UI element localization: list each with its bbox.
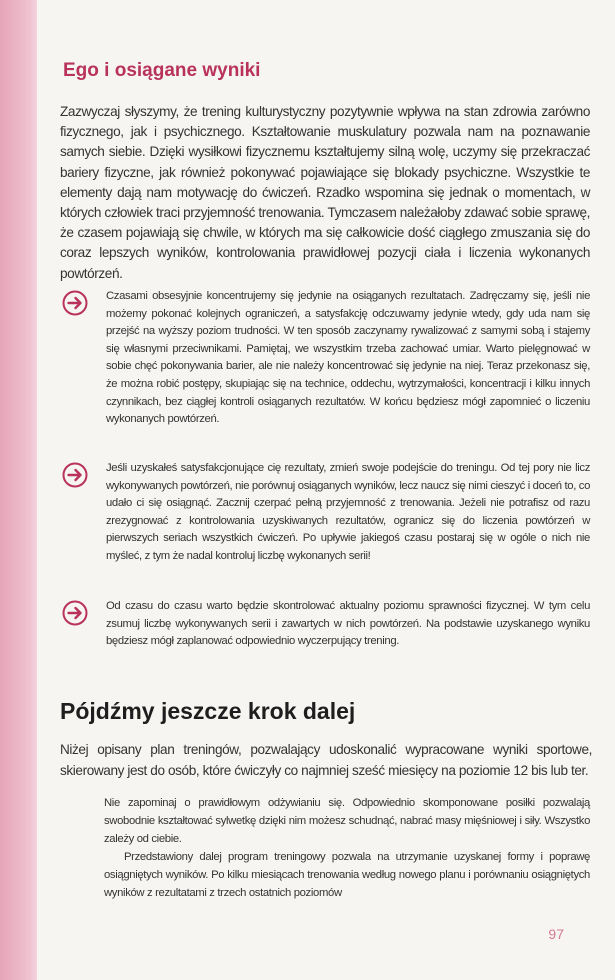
tip-text-1: Czasami obsesyjnie koncentrujemy się jedynie na osiąganych rezultatach. Zadręczamy się, jeśli nie możemy pokonać kolejnych ograniczeń, a satysfakcję odczuwamy jedynie wtedy, gdy uda nam się przejść na wyższy poziom trudności. W ten sposób zaczynamy rywalizować z samymi sobą i stajemy się własnymi przeciwnikami. Pamiętaj, we wszystkim trzeba zachować umiar. Warto pielęgnować w sobie chęć pokonywania barier, ale nie należy koncentrować się jedynie na niej. Teraz przekonasz się, że można robić postępy, skupiając się na technice, oddechu, wytrzymałości, koncentracji i kilku innych czynnikach, bez ciągłej kontroli osiąganych rezultatów. W końcu będziesz mógł zapomnieć o liczeniu wykonanych powtórzeń. (106, 290, 590, 426)
program-paragraph: Przedstawiony dalej program treningowy pozwala na utrzymanie uzyskanej formy i poprawę osiągniętych wyników. Po kilku miesiącach trenowania według nowego planu i porównaniu osiągniętych wyników z rezultatami z trzech ostatnich poziomów (104, 851, 590, 899)
tip-text-3: Od czasu do czasu warto będzie skontrolować aktualny poziomu sprawności fizycznej. W tym celu zsumuj liczbę wykonywanych serii i zawartych w nich powtórzeń. Na podstawie uzyskanego wyniku będziesz mógł zaplanować odpowiednio wyczerpujący trening. (106, 600, 590, 648)
tip-text-2: Jeśli uzyskałeś satysfakcjonujące cię rezultaty, zmień swoje podejście do treningu. Od tej pory nie licz wykonywanych powtórzeń, nie porównuj osiąganych wyników, lecz naucz się nimi cieszyć i doceń to, co udało ci się osiągnąć. Zacznij czerpać pełną przyjemność z trenowania. Jeżeli nie potrafisz od razu zrezygnować z kontrolowania uzyskiwanych rezultatów, ogranicz się do liczenia powtórzeń w pierwszych seriach wszystkich ćwiczeń. Po upływie jakiegoś czasu postaraj się w ogóle o nich nie myśleć, z tym że nadal kontroluj liczbę wykonanych serii! (106, 462, 591, 562)
nutrition-note (104, 794, 590, 902)
intro-paragraph: Zazwyczaj słyszymy, że trening kulturystyczny pozytywnie wpływa na stan zdrowia zarówno fizycznego, jak i psychicznego. Kształtowanie muskulatury pozwala nam na poznawanie samych siebie. Dzięki wysiłkowi fizycznemu kształtujemy silną wolę, uczymy się przekraczać bariery fizyczne, jak również pokonywać pojawiające się blokady psychiczne. Wszystkie te elementy dają nam motywację do ćwiczeń. Rzadko wspomina się jednak o momentach, w których człowiek traci przyjemność trenowania. Tymczasem należałoby zdawać sobie sprawę, że czasem pojawiają się chwile, w których ma się całkowicie dość ciągłego zmuszania się do coraz lepszych wyników, kontrolowania prawidłowej pozycji ciała i liczenia wykonanych powtórzeń. (60, 104, 590, 281)
arrow-circle-icon (62, 290, 88, 316)
page-number: 97 (548, 926, 564, 942)
arrow-circle-icon (62, 600, 88, 626)
section-heading-next-step: Pójdźmy jeszcze krok dalej (60, 698, 356, 724)
pink-margin-band (0, 0, 37, 980)
plan-intro-paragraph: Niżej opisany plan treningów, pozwalający udoskonalić wypracowane wyniki sportowe, skierowany jest do osób, które ćwiczyły co najmniej sześć miesięcy na poziomie 12 bis lub ter. (60, 742, 592, 778)
nutrition-paragraph: Nie zapominaj o prawidłowym odżywianiu się. Odpowiednio skomponowane posiłki pozwalają swobodnie kształtować sylwetkę dzięki nim możesz schudnąć, nabrać masy mięśniowej i siły. Wszystko zależy od ciebie. (104, 797, 590, 845)
book-page (60, 0, 592, 980)
section-heading-ego: Ego i osiągane wyniki (63, 60, 261, 81)
arrow-circle-icon (62, 462, 88, 488)
